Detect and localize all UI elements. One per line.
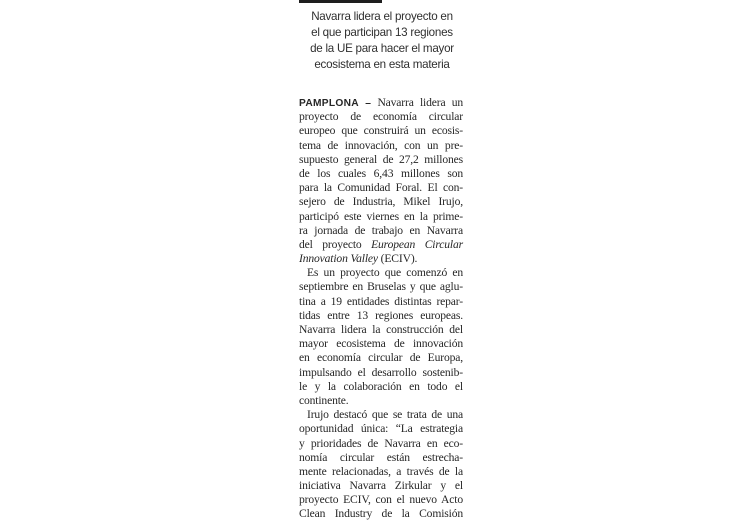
text-line: para la Comunidad Foral. El con- bbox=[299, 181, 463, 195]
text-line: participó este viernes en la prime- bbox=[299, 209, 463, 223]
text-line: impulsando el desarrollo sostenib- bbox=[299, 365, 463, 379]
text-line: mente relacionadas, a través de la bbox=[299, 464, 463, 478]
subheadline-line: el que participan 13 regiones bbox=[311, 26, 453, 39]
text-fragment: Navarra lidera un bbox=[377, 96, 464, 109]
text-line: oportunidad única: “La estrategia bbox=[299, 422, 463, 436]
text-line bbox=[299, 96, 463, 110]
paragraph-2 bbox=[299, 266, 463, 408]
text-line: mayor ecosistema de innovación bbox=[299, 337, 463, 351]
subheadline-line: de la UE para hacer el mayor bbox=[310, 42, 454, 55]
project-name-italic: Innovation Valley bbox=[299, 252, 378, 266]
text-line: tidas entre 13 regiones europeas. bbox=[299, 308, 463, 322]
paragraph-3 bbox=[299, 408, 463, 522]
text-line: proyecto de economía circular bbox=[299, 110, 463, 124]
project-name-italic: European Circular bbox=[371, 237, 463, 251]
dateline: PAMPLONA – bbox=[299, 98, 372, 109]
text-fragment: del proyecto bbox=[299, 237, 372, 251]
text-line: continente. bbox=[299, 393, 349, 407]
text-line: proyecto ECIV, con el nuevo Acto bbox=[299, 493, 463, 507]
text-line: supuesto general de 27,2 millones bbox=[299, 152, 463, 166]
subheadline-line: ecosistema en esta materia bbox=[314, 58, 450, 71]
article-body bbox=[299, 96, 463, 522]
text-line: europeo que construirá un ecosis- bbox=[299, 124, 463, 138]
text-line: septiembre en Bruselas y que aglu- bbox=[299, 280, 463, 294]
text-line: sejero de Industria, Mikel Irujo, bbox=[299, 195, 463, 209]
subheadline-line: Navarra lidera el proyecto en bbox=[311, 10, 453, 23]
text-line: Es un proyecto que comenzó en bbox=[307, 266, 463, 280]
text-fragment: (ECIV). bbox=[377, 252, 418, 266]
text-line: tina a 19 entidades distintas repar- bbox=[299, 294, 463, 308]
text-line: en economía circular de Europa, bbox=[299, 351, 463, 365]
text-line: tema de innovación, con un pre- bbox=[299, 138, 463, 152]
section-rule bbox=[299, 0, 382, 3]
text-line: de los cuales 6,43 millones son bbox=[299, 166, 463, 180]
text-line: nomía circular están estrecha- bbox=[299, 450, 463, 464]
text-line: Navarra lidera la construcción del bbox=[299, 323, 463, 336]
paragraph-1 bbox=[299, 96, 463, 266]
text-line: iniciativa Navarra Zirkular y el bbox=[299, 479, 463, 493]
text-line: y prioridades de Navarra en eco- bbox=[299, 436, 463, 450]
text-line: Clean Industry de la Comisión bbox=[299, 507, 463, 521]
text-line bbox=[299, 252, 463, 266]
subheadline bbox=[300, 9, 464, 73]
text-line bbox=[299, 238, 463, 252]
text-line: Irujo destacó que se trata de una bbox=[307, 408, 463, 422]
text-line: ra jornada de trabajo en Navarra bbox=[299, 223, 463, 237]
text-line: le y la colaboración en todo el bbox=[299, 379, 463, 393]
